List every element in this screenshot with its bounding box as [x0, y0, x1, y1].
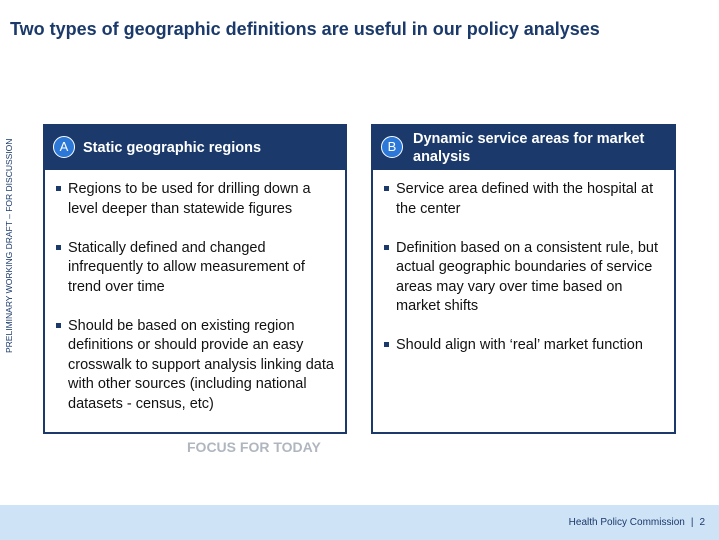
bullet-item: Regions to be used for drilling down a level deeper than statewide figures — [55, 180, 337, 219]
panel-heading: Dynamic service areas for market analysis — [413, 131, 645, 165]
footer-separator: | — [690, 517, 694, 528]
panel-header — [373, 126, 674, 170]
panel-heading: Static geographic regions — [83, 140, 262, 156]
badge-b: B — [381, 136, 403, 158]
draft-watermark — [2, 138, 16, 353]
badge-a: A — [53, 136, 75, 158]
bullet-item: Definition based on a consistent rule, but actual geographic boundaries of service areas may vary over time based on market shifts — [383, 239, 666, 317]
footer-text — [569, 517, 705, 528]
footer-org: Health Policy Commission — [568, 517, 685, 528]
bullet-list — [55, 180, 337, 434]
panel-dynamic-service-areas — [371, 124, 676, 434]
bullet-item: Service area defined with the hospital at the center — [383, 180, 666, 219]
bullet-list — [383, 180, 666, 375]
bullet-item: Statically defined and changed infrequently to allow measurement of trend over time — [55, 239, 337, 298]
bullet-item: Should be based on existing region definitions or should provide an easy crosswalk to support analysis linking data with other sources (including national datasets - census, etc) — [55, 317, 337, 415]
footer-bar — [0, 505, 719, 540]
panel-static-regions — [43, 124, 347, 434]
slide-title: Two types of geographic definitions are useful in our policy analyses — [10, 19, 600, 39]
panel-header — [45, 126, 345, 170]
bullet-item: Should align with ‘real’ market function — [383, 336, 666, 356]
page-number: 2 — [699, 517, 705, 528]
focus-label: FOCUS FOR TODAY — [187, 439, 321, 455]
draft-watermark-text: PRELIMINARY WORKING DRAFT – FOR DISCUSSION — [4, 138, 14, 353]
